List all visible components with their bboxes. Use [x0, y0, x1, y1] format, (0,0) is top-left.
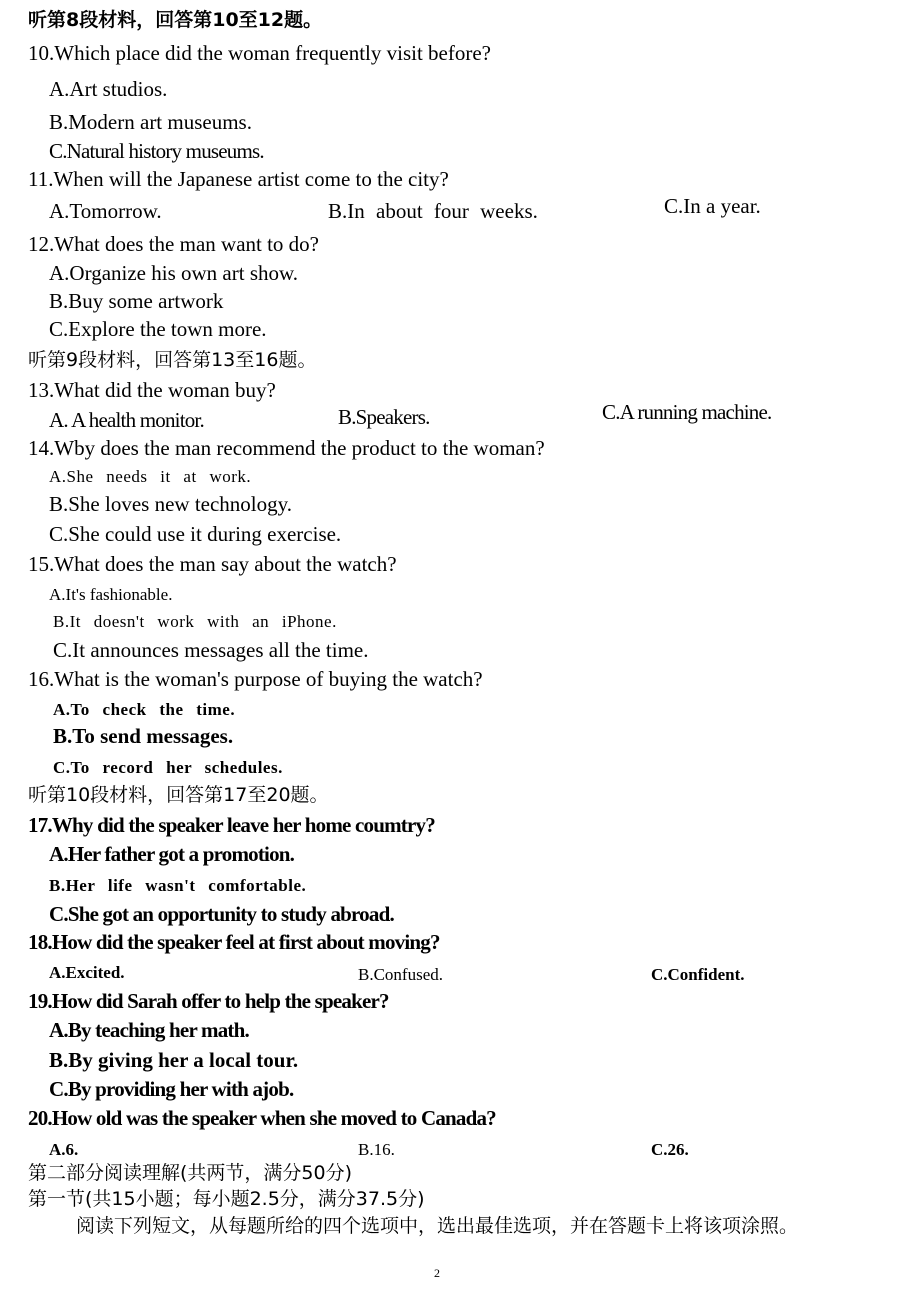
question-10: 10.Which place did the woman frequently visit before? [28, 41, 492, 65]
q19-option-b: B.By giving her a local tour. [49, 1048, 299, 1072]
q16-option-c: C.To record her schedules. [53, 758, 283, 777]
q20-option-a: A.6. [49, 1140, 79, 1159]
q15-option-b: B.It doesn't work with an iPhone. [53, 612, 337, 631]
q14-option-c: C.She could use it during exercise. [49, 522, 342, 546]
q18-option-a: A.Excited. [49, 963, 125, 982]
q11-option-c: C.In a year. [664, 194, 761, 218]
question-14: 14.Wby does the man recommend the product to the woman? [28, 436, 545, 460]
q18-option-c: C.Confident. [651, 965, 745, 984]
q12-option-a: A.Organize his own art show. [49, 261, 299, 285]
part-2-title: 第二部分阅读理解(共两节，满分50分) [28, 1162, 353, 1184]
q14-option-b: B.She loves new technology. [49, 492, 293, 516]
q14-option-a: A.She needs it at work. [49, 467, 252, 486]
section-10-heading: 听第10段材料，回答第17至20题。 [28, 784, 329, 806]
q13-option-a: A. A health monitor. [49, 408, 204, 432]
q17-option-b: B.Her life wasn't comfortable. [49, 876, 307, 895]
q11-option-a: A.Tomorrow. [49, 199, 162, 223]
q16-option-b: B.To send messages. [53, 724, 234, 748]
q12-option-b: B.Buy some artwork [49, 289, 224, 313]
question-17: 17.Why did the speaker leave her home coumtry? [28, 813, 435, 837]
q17-option-a: A.Her father got a promotion. [49, 842, 295, 866]
section-8-heading: 听第8段材料，回答第10至12题。 [28, 9, 323, 31]
section-9-heading: 听第9段材料，回答第13至16题。 [28, 349, 317, 371]
part-2-instruction: 阅读下列短文，从每题所给的四个选项中，选出最佳选项，并在答题卡上将该项涂照。 [76, 1215, 799, 1237]
q17-option-c: C.She got an opportunity to study abroad. [49, 902, 394, 926]
question-20: 20.How old was the speaker when she moved to Canada? [28, 1106, 496, 1130]
question-12: 12.What does the man want to do? [28, 232, 320, 256]
q13-option-c: C.A running machine. [602, 400, 772, 424]
q19-option-c: C.By providing her with ajob. [49, 1077, 294, 1101]
question-15: 15.What does the man say about the watch? [28, 552, 397, 576]
q10-option-c: C.Natural history museums. [49, 139, 264, 163]
question-13: 13.What did the woman buy? [28, 378, 276, 402]
q13-option-b: B.Speakers. [338, 405, 430, 429]
part-2-section-1: 第一节(共15小题；每小题2.5分，满分37.5分) [28, 1188, 425, 1210]
q18-option-b: B.Confused. [358, 965, 443, 984]
q19-option-a: A.By teaching her math. [49, 1018, 249, 1042]
question-16: 16.What is the woman's purpose of buying the watch? [28, 667, 483, 691]
question-11: 11.When will the Japanese artist come to the city? [28, 167, 449, 191]
question-19: 19.How did Sarah offer to help the speaker? [28, 989, 389, 1013]
q15-option-a: A.It's fashionable. [49, 585, 173, 604]
question-18: 18.How did the speaker feel at first about moving? [28, 930, 440, 954]
q16-option-a: A.To check the time. [53, 700, 236, 719]
q20-option-b: B.16. [358, 1140, 395, 1159]
q15-option-c: C.It announces messages all the time. [53, 638, 369, 662]
page-number: 2 [434, 1266, 440, 1280]
q12-option-c: C.Explore the town more. [49, 317, 267, 341]
q20-option-c: C.26. [651, 1140, 689, 1159]
q11-option-b: B.In about four weeks. [328, 199, 538, 223]
q10-option-b: B.Modern art museums. [49, 110, 252, 134]
q10-option-a: A.Art studios. [49, 77, 168, 101]
